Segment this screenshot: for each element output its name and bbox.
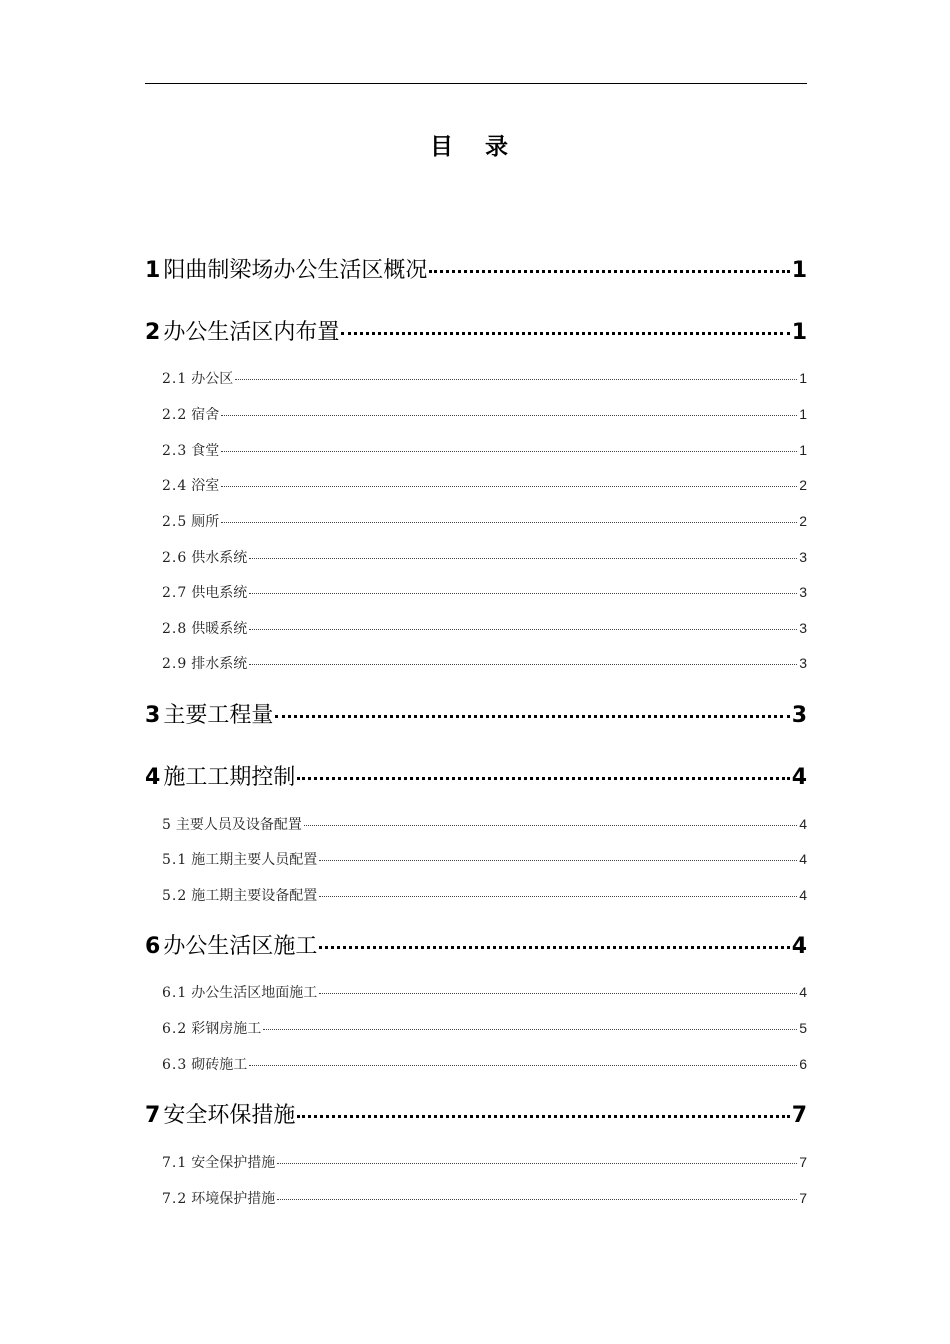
toc-entry-page: 4 [791, 765, 807, 790]
toc-entry-number: 7.2 [162, 1191, 188, 1207]
toc-entry[interactable] [162, 368, 807, 388]
toc-leader-dots [221, 451, 797, 452]
toc-leader-dots [249, 629, 797, 630]
toc-entry-title: 砌砖施工 [191, 1057, 248, 1073]
toc-leader-dots [249, 1065, 797, 1066]
toc-entry-number: 2.5 [162, 514, 188, 530]
toc-leader-dots [275, 715, 789, 718]
toc-leader-dots [235, 379, 797, 380]
toc-leader-dots [304, 825, 797, 826]
toc-entry-number: 7 [145, 1103, 161, 1128]
toc-entry-page: 3 [799, 584, 807, 600]
toc-entry-title: 宿舍 [191, 407, 220, 423]
toc-entry[interactable] [145, 253, 807, 284]
toc-entry-title: 供暖系统 [191, 621, 248, 637]
toc-entry-title: 彩钢房施工 [191, 1021, 262, 1037]
toc-entry-title: 办公生活区施工 [163, 934, 318, 959]
toc-entry[interactable] [162, 404, 807, 424]
toc-leader-dots [319, 993, 797, 994]
toc-entry[interactable] [162, 440, 807, 460]
toc-entry[interactable] [162, 885, 807, 905]
toc-entry-number: 3 [145, 703, 161, 728]
toc-leader-dots [263, 1029, 797, 1030]
toc-leader-dots [221, 486, 797, 487]
toc-entry-title: 办公生活区内布置 [163, 320, 340, 345]
toc-entry-page: 7 [799, 1190, 807, 1206]
toc-entry[interactable] [162, 475, 807, 495]
toc-entry-page: 3 [791, 703, 807, 728]
toc-entry[interactable] [145, 698, 807, 729]
toc-entry-title: 安全环保措施 [163, 1103, 296, 1128]
toc-entry-page: 7 [791, 1103, 807, 1128]
toc-leader-dots [221, 415, 797, 416]
toc-entry-title: 供电系统 [191, 585, 248, 601]
toc-entry[interactable] [162, 1054, 807, 1074]
toc-entry-number: 2.7 [162, 585, 188, 601]
toc-entry-page: 1 [799, 406, 807, 422]
toc-entry-page: 4 [799, 851, 807, 867]
toc-entry-number: 6.1 [162, 985, 188, 1001]
toc-entry-number: 5.2 [162, 888, 188, 904]
toc-entry[interactable] [145, 315, 807, 346]
toc-entry-page: 1 [799, 442, 807, 458]
toc-leader-dots [319, 860, 797, 861]
toc-entry-page: 7 [799, 1154, 807, 1170]
toc-entry-title: 施工工期控制 [163, 765, 296, 790]
toc-entry-page: 4 [799, 984, 807, 1000]
toc-leader-dots [341, 332, 789, 335]
toc-entry-title: 供水系统 [191, 550, 248, 566]
toc-entry-page: 3 [799, 549, 807, 565]
toc-leader-dots [297, 777, 789, 780]
toc-entry[interactable] [162, 653, 807, 673]
toc-entry-title: 主要工程量 [163, 703, 274, 728]
toc-entry-number: 6.2 [162, 1021, 188, 1037]
toc-leader-dots [319, 946, 789, 949]
toc-entry-page: 6 [799, 1056, 807, 1072]
toc-entry-page: 3 [799, 620, 807, 636]
toc-entry-number: 2.3 [162, 443, 188, 459]
toc-entry-title: 办公生活区地面施工 [191, 985, 318, 1001]
toc-entry-page: 2 [799, 477, 807, 493]
toc-entry-title: 施工期主要人员配置 [191, 852, 318, 868]
toc-entry[interactable] [145, 929, 807, 960]
toc-entry-page: 4 [799, 816, 807, 832]
toc-entry-page: 3 [799, 655, 807, 671]
toc-entry-title: 排水系统 [191, 656, 248, 672]
toc-leader-dots [221, 522, 797, 523]
toc-entry-number: 5.1 [162, 852, 188, 868]
toc-entry-number: 2.8 [162, 621, 188, 637]
toc-leader-dots [319, 896, 797, 897]
toc-entry-page: 2 [799, 513, 807, 529]
toc-entry-title: 浴室 [191, 478, 220, 494]
toc-leader-dots [277, 1163, 797, 1164]
toc-entry-title: 食堂 [191, 443, 220, 459]
toc-entry-number: 2.4 [162, 478, 188, 494]
toc-entry-page: 4 [791, 934, 807, 959]
toc-entry-number: 5 [162, 817, 172, 833]
toc-entry-title: 厕所 [191, 514, 220, 530]
toc-entry-number: 1 [145, 258, 161, 283]
toc-entry-title: 办公区 [191, 371, 234, 387]
toc-entry-page: 1 [791, 258, 807, 283]
toc-entry[interactable] [162, 618, 807, 638]
toc-leader-dots [249, 558, 797, 559]
toc-entry-number: 6.3 [162, 1057, 188, 1073]
toc-entry-page: 1 [791, 320, 807, 345]
toc-entry-title: 主要人员及设备配置 [175, 817, 302, 833]
toc-entry[interactable] [162, 849, 807, 869]
toc-entry-number: 2.2 [162, 407, 188, 423]
toc-entry-title: 安全保护措施 [191, 1155, 276, 1171]
toc-leader-dots [429, 270, 789, 273]
toc-entry-number: 2.9 [162, 656, 188, 672]
toc-leader-dots [249, 593, 797, 594]
toc-entry-title: 施工期主要设备配置 [191, 888, 318, 904]
toc-entry-page: 1 [799, 370, 807, 386]
toc-entry[interactable] [162, 1018, 807, 1038]
toc-entry-number: 2.1 [162, 371, 188, 387]
toc-entry[interactable] [162, 814, 807, 834]
toc-entry[interactable] [162, 982, 807, 1002]
header-rule [145, 83, 807, 84]
toc-entry-number: 2.6 [162, 550, 188, 566]
toc-entry[interactable] [162, 547, 807, 567]
toc-entry[interactable] [162, 582, 807, 602]
toc-entry-number: 4 [145, 765, 161, 790]
toc-entry-title: 阳曲制梁场办公生活区概况 [163, 258, 428, 283]
toc-entry-number: 7.1 [162, 1155, 188, 1171]
toc-leader-dots [249, 664, 797, 665]
toc-entry[interactable] [145, 1098, 807, 1129]
toc-entry-number: 6 [145, 934, 161, 959]
toc-entry-page: 5 [799, 1020, 807, 1036]
toc-leader-dots [297, 1115, 789, 1118]
toc-entry[interactable] [162, 511, 807, 531]
toc-entry-page: 4 [799, 887, 807, 903]
toc-entry-number: 2 [145, 320, 161, 345]
toc-leader-dots [277, 1199, 797, 1200]
toc-entry-title: 环境保护措施 [191, 1191, 276, 1207]
toc-entry[interactable] [162, 1188, 807, 1208]
toc-entry[interactable] [162, 1152, 807, 1172]
toc-title: 目 录 [429, 133, 520, 160]
toc-entry[interactable] [145, 760, 807, 791]
